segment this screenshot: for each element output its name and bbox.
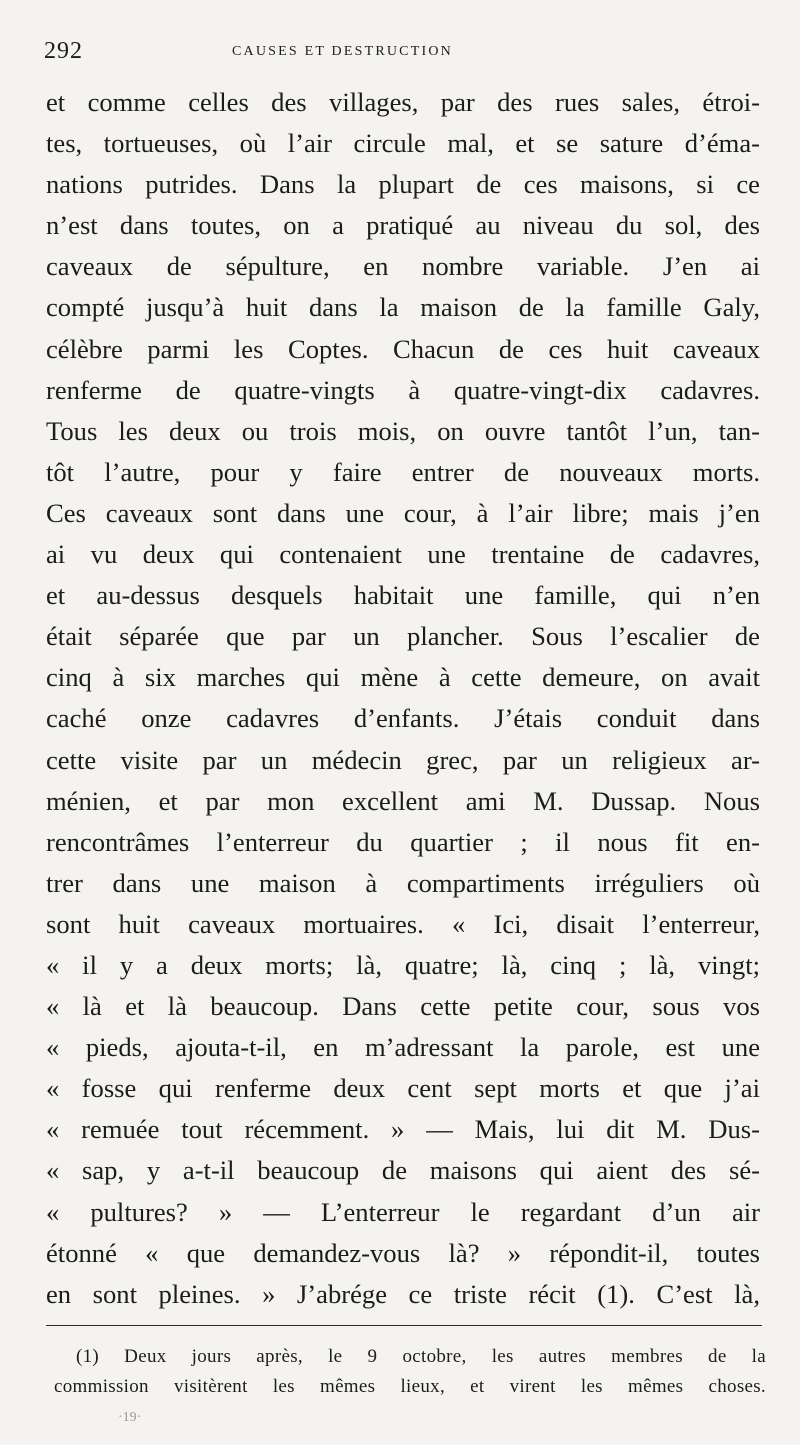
text-line: nations putrides. Dans la plupart de ces maisons, si ce bbox=[46, 169, 760, 200]
text-line: « sap, y a-t-il beaucoup de maisons qui aient des sé- bbox=[46, 1155, 760, 1186]
footnote-line: commission visitèrent les mêmes lieux, et virent les mêmes choses. bbox=[54, 1376, 766, 1397]
text-line: cinq à six marches qui mène à cette demeure, on avait bbox=[46, 662, 760, 693]
text-line: ménien, et par mon excellent ami M. Dussap. Nous bbox=[46, 785, 760, 816]
text-line: renferme de quatre-vingts à quatre-vingt-dix cadavres. bbox=[46, 374, 760, 405]
text-line: en sont pleines. » J’abrége ce triste récit (1). C’est là, bbox=[46, 1278, 760, 1309]
text-line: sont huit caveaux mortuaires. « Ici, disait l’enterreur, bbox=[46, 908, 760, 939]
footnotes bbox=[54, 1342, 766, 1402]
running-head: CAUSES ET DESTRUCTION bbox=[232, 44, 453, 59]
text-line: rencontrâmes l’enterreur du quartier ; il nous fit en- bbox=[46, 826, 760, 857]
text-line: « fosse qui renferme deux cent sept morts et que j’ai bbox=[46, 1073, 760, 1104]
text-line: « là et là beaucoup. Dans cette petite cour, sous vos bbox=[46, 991, 760, 1022]
text-line: était séparée que par un plancher. Sous l’escalier de bbox=[46, 621, 760, 652]
text-line: célèbre parmi les Coptes. Chacun de ces huit caveaux bbox=[46, 333, 760, 364]
text-line: étonné « que demandez-vous là? » répondit-il, toutes bbox=[46, 1237, 760, 1268]
text-line: tôt l’autre, pour y faire entrer de nouveaux morts. bbox=[46, 456, 760, 487]
footnote-line: (1) Deux jours après, le 9 octobre, les autres membres de la bbox=[76, 1346, 766, 1367]
text-line: et au-dessus desquels habitait une famille, qui n’en bbox=[46, 580, 760, 611]
text-line: trer dans une maison à compartiments irréguliers où bbox=[46, 867, 760, 898]
text-line: compté jusqu’à huit dans la maison de la famille Galy, bbox=[46, 292, 760, 323]
text-line: caché onze cadavres d’enfants. J’étais conduit dans bbox=[46, 703, 760, 734]
text-line: « remuée tout récemment. » — Mais, lui dit M. Dus- bbox=[46, 1114, 760, 1145]
text-line: cette visite par un médecin grec, par un religieux ar- bbox=[46, 744, 760, 775]
page-number: 292 bbox=[44, 38, 83, 64]
text-line: ai vu deux qui contenaient une trentaine de cadavres, bbox=[46, 539, 760, 570]
text-line: Ces caveaux sont dans une cour, à l’air libre; mais j’en bbox=[46, 497, 760, 528]
body-text bbox=[46, 82, 760, 1315]
page-header bbox=[44, 38, 764, 68]
text-line: caveaux de sépulture, en nombre variable. J’en ai bbox=[46, 251, 760, 282]
text-line: tes, tortueuses, où l’air circule mal, et se sature d’éma- bbox=[46, 128, 760, 159]
text-line: « il y a deux morts; là, quatre; là, cinq ; là, vingt; bbox=[46, 949, 760, 980]
text-line: « pultures? » — L’enterreur le regardant d’un air bbox=[46, 1196, 760, 1227]
folio-mark: ·19· bbox=[118, 1410, 142, 1425]
text-line: n’est dans toutes, on a pratiqué au niveau du sol, des bbox=[46, 210, 760, 241]
footnote-divider bbox=[46, 1325, 762, 1326]
text-line: « pieds, ajouta-t-il, en m’adressant la parole, est une bbox=[46, 1032, 760, 1063]
text-line: et comme celles des villages, par des rues sales, étroi- bbox=[46, 87, 760, 117]
text-line: Tous les deux ou trois mois, on ouvre tantôt l’un, tan- bbox=[46, 415, 760, 446]
